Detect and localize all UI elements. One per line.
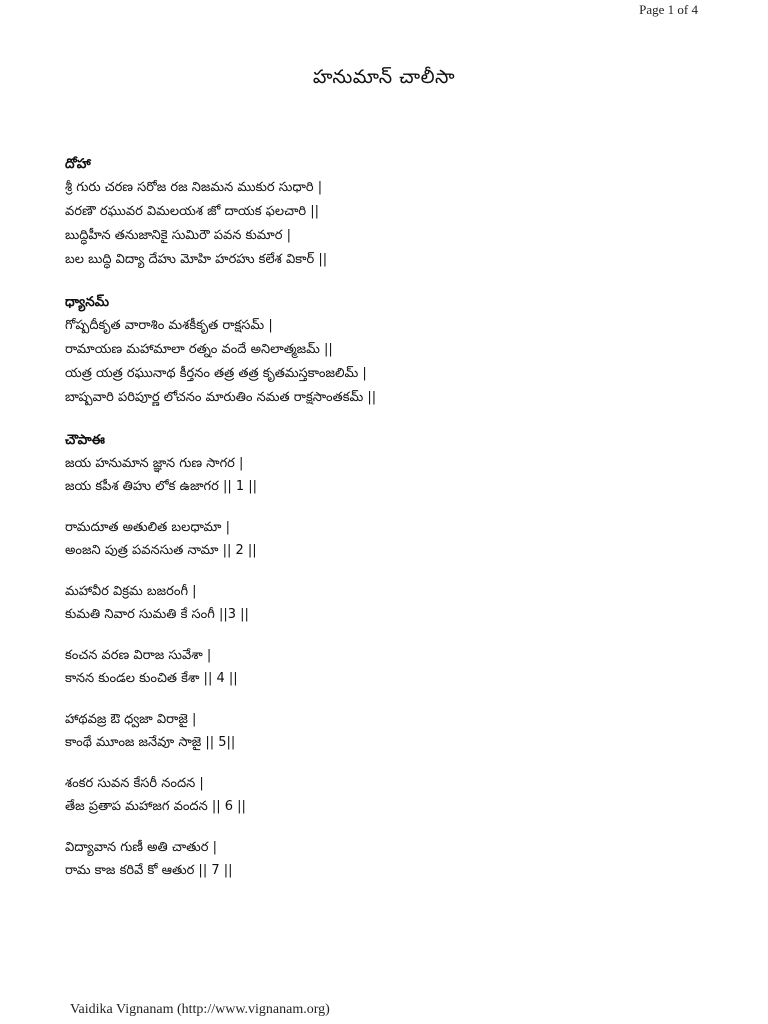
verse-line: జయ హనుమాన జ్ఞాన గుణ సాగర | <box>65 456 244 471</box>
chaupai-stanza <box>65 708 705 754</box>
verse-line: తేజ ప్రతాప మహాజగ వందన || 6 || <box>65 799 246 814</box>
page-number: Page 1 of 4 <box>639 2 698 17</box>
verse-line: హాథవజ్ర ఔ ధ్వజా విరాజై | <box>65 712 197 727</box>
verse-line: కుమతి నివార సుమతి కే సంగీ ||3 || <box>65 607 249 622</box>
document-title: హనుమాన్ చాలీసా <box>312 66 456 88</box>
dhyanam-section <box>65 290 705 410</box>
verse-line: బల బుద్ధి విద్యా దేహు మోహి హరహు కలేశ వికార్ || <box>65 252 328 267</box>
verse-line: కానన కుండల కుంచిత కేశా || 4 || <box>65 671 238 686</box>
verse-line: శ్రీ గురు చరణ సరోజ రజ నిజమన ముకుర సుధారి | <box>65 180 323 195</box>
chaupai-stanza <box>65 580 705 626</box>
chaupai-stanza <box>65 772 705 818</box>
doha-section <box>65 152 705 272</box>
verse-line: అంజని పుత్ర పవనసుత నామా || 2 || <box>65 543 257 558</box>
verse-line: కంచన వరణ విరాజ సువేశా | <box>65 648 212 663</box>
verse-line: విద్యావాన గుణీ అతి చాతుర | <box>65 840 218 855</box>
verse-line: కాంథే మూంజ జనేవూ సాజై || 5|| <box>65 735 236 750</box>
chaupai-stanza <box>65 644 705 690</box>
doha-heading: దోహా <box>65 156 91 172</box>
verse-line: మహావీర విక్రమ బజరంగీ | <box>65 584 197 599</box>
verse-line: బుద్ధిహీన తనుజానికై సుమిరౌ పవన కుమార | <box>65 228 291 243</box>
chaupai-stanza <box>65 452 705 498</box>
verse-line: రామాయణ మహామాలా రత్నం వందే అనిలాత్మజమ్ || <box>65 342 333 357</box>
verse-line: యత్ర యత్ర రఘునాథ కీర్తనం తత్ర తత్ర కృతమస్తకాంజలిమ్ | <box>65 366 367 381</box>
verse-line: గోష్పదీకృత వారాశిం మశకీకృత రాక్షసమ్ | <box>65 318 273 333</box>
verse-line: జయ కపీశ తిహు లోక ఉజాగర || 1 || <box>65 479 258 494</box>
chaupai-section <box>65 428 705 882</box>
page-footer: Vaidika Vignanam (http://www.vignanam.org) <box>70 1002 330 1017</box>
verse-line: రామ కాజ కరివే కో ఆతుర || 7 || <box>65 863 233 878</box>
chaupai-heading: చౌపాఈ <box>65 432 105 448</box>
chaupai-stanza <box>65 516 705 562</box>
verse-line: బాష్పవారి పరిపూర్ణ లోచనం మారుతిం నమత రాక్షసాంతకమ్ || <box>65 390 377 405</box>
verse-line: శంకర సువన కేసరీ నందన | <box>65 776 204 791</box>
verse-line: వరణౌ రఘువర విమలయశ జో దాయక ఫలచారి || <box>65 204 320 219</box>
chaupai-stanza <box>65 836 705 882</box>
verse-line: రామదూత అతులిత బలధామా | <box>65 520 230 535</box>
dhyanam-heading: ధ్యానమ్ <box>65 294 109 310</box>
document-body <box>65 152 705 900</box>
